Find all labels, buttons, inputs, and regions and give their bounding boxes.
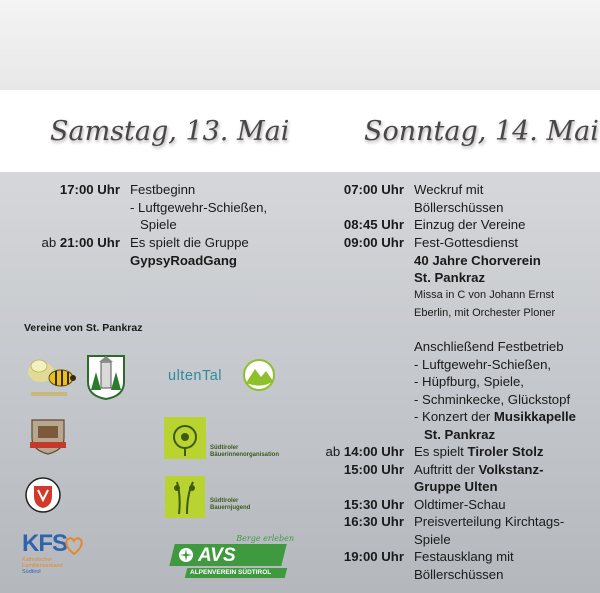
- kfs-sub-3: Südtirol: [22, 569, 41, 575]
- event-time: 17:00 Uhr: [59, 182, 120, 197]
- avs-tagline: Berge erleben: [236, 534, 294, 543]
- baeuerinnen-logo: [164, 417, 280, 464]
- ultental-label: ultenTal: [168, 368, 222, 384]
- mountain-circle-icon: [243, 359, 275, 391]
- wheat-icon: [165, 476, 205, 518]
- heart-icon: [64, 536, 84, 556]
- event-text: Festausklang mit: [414, 549, 514, 564]
- event-note: Eberlin, mit Orchester Ploner: [414, 306, 556, 319]
- crest-icon: [86, 354, 126, 400]
- event-time: 15:30 Uhr: [343, 496, 404, 512]
- avs-sub-label: ALPENVEREIN SÜDTIROL: [190, 569, 272, 576]
- shield-icon: [26, 416, 70, 456]
- event-text: - Schminkecke, Glückstopf: [414, 391, 571, 407]
- bee-icon: [25, 356, 77, 400]
- bauernjugend-label-1: Südtiroler: [210, 498, 239, 504]
- flower-icon: [164, 417, 206, 459]
- event-bold: 40 Jahre Chorverein: [414, 252, 541, 268]
- baeuerinnen-label-2: Bäuerinnenorganisation: [210, 452, 280, 458]
- round-crest-icon: [24, 476, 62, 514]
- avs-logo: [166, 534, 294, 580]
- event-text: [414, 408, 576, 426]
- avs-label: AVS: [198, 545, 236, 566]
- event-bold-inline: Tiroler Stolz: [467, 444, 544, 459]
- event-text: Preisverteilung Kirchtags-: [414, 514, 565, 529]
- bauernjugend-logo: [165, 476, 251, 523]
- event-text: [414, 461, 543, 479]
- event-text: Böllerschüssen: [414, 566, 504, 582]
- event-time: 09:00 Uhr: [343, 235, 404, 250]
- top-band: [0, 0, 600, 90]
- event-text: - Hüpfburg, Spiele,: [414, 374, 524, 389]
- bee-logo: [25, 356, 77, 405]
- event-text-part: Auftritt der: [414, 461, 479, 477]
- event-time-value: 14:00 Uhr: [343, 444, 404, 459]
- baeuerinnen-label-1: Südtiroler: [210, 445, 239, 451]
- event-text: Einzug der Vereine: [414, 217, 526, 232]
- event-bold: St. Pankraz: [414, 270, 486, 285]
- event-bold-inline: Volkstanz-: [478, 461, 544, 477]
- bauernjugend-label-2: Bauernjugend: [210, 505, 251, 511]
- event-bold: Gruppe Ulten: [414, 479, 498, 494]
- event-text-part: - Konzert der: [414, 409, 494, 424]
- event-band: GypsyRoadGang: [130, 252, 237, 268]
- event-time: 07:00 Uhr: [343, 182, 404, 197]
- event-text: [414, 443, 543, 461]
- event-time: 15:00 Uhr: [343, 461, 404, 477]
- kfs-label: KFS: [22, 530, 67, 557]
- event-text: Spiele: [414, 531, 451, 547]
- event-text: Festbeginn: [130, 182, 196, 197]
- event-time: 16:30 Uhr: [343, 514, 404, 529]
- st-pankraz-crest: [86, 354, 126, 405]
- kfs-sub-2: Familienverband: [22, 563, 63, 569]
- event-time-prefix: ab: [41, 235, 60, 250]
- event-time-value: 21:00 Uhr: [59, 235, 120, 250]
- edelweiss-icon: [178, 547, 194, 563]
- event-text: Oldtimer-Schau: [414, 496, 506, 512]
- sunday-title: Sonntag, 14. Mai: [364, 116, 599, 147]
- event-time-prefix: ab: [325, 444, 344, 459]
- event-time: 19:00 Uhr: [343, 549, 404, 564]
- kfs-sub-1: Katholischer: [22, 557, 53, 563]
- event-text: Anschließend Festbetrieb: [414, 339, 564, 354]
- event-bold: St. Pankraz: [424, 426, 496, 442]
- event-text: Fest-Gottesdienst: [414, 235, 519, 250]
- event-text: - Luftgewehr-Schießen,: [130, 199, 268, 215]
- musik-logo: [24, 476, 62, 519]
- schuetzen-logo: [26, 416, 70, 461]
- event-time: [300, 443, 404, 461]
- event-note: Missa in C von Johann Ernst: [414, 289, 555, 301]
- event-bold-inline: Musikkapelle: [493, 409, 576, 424]
- event-text: Spiele: [140, 217, 177, 232]
- event-text: - Luftgewehr-Schießen,: [414, 356, 552, 372]
- event-text-part: Es spielt: [414, 444, 468, 459]
- event-time: 08:45 Uhr: [343, 217, 404, 232]
- event-text: Es spielt die Gruppe: [130, 235, 249, 250]
- event-time: [0, 234, 120, 252]
- event-text: Weckruf mit: [414, 182, 484, 197]
- event-text: Böllerschüssen: [414, 199, 504, 215]
- saturday-title: Samstag, 13. Mai: [50, 116, 290, 147]
- vereine-title: Vereine von St. Pankraz: [24, 322, 143, 334]
